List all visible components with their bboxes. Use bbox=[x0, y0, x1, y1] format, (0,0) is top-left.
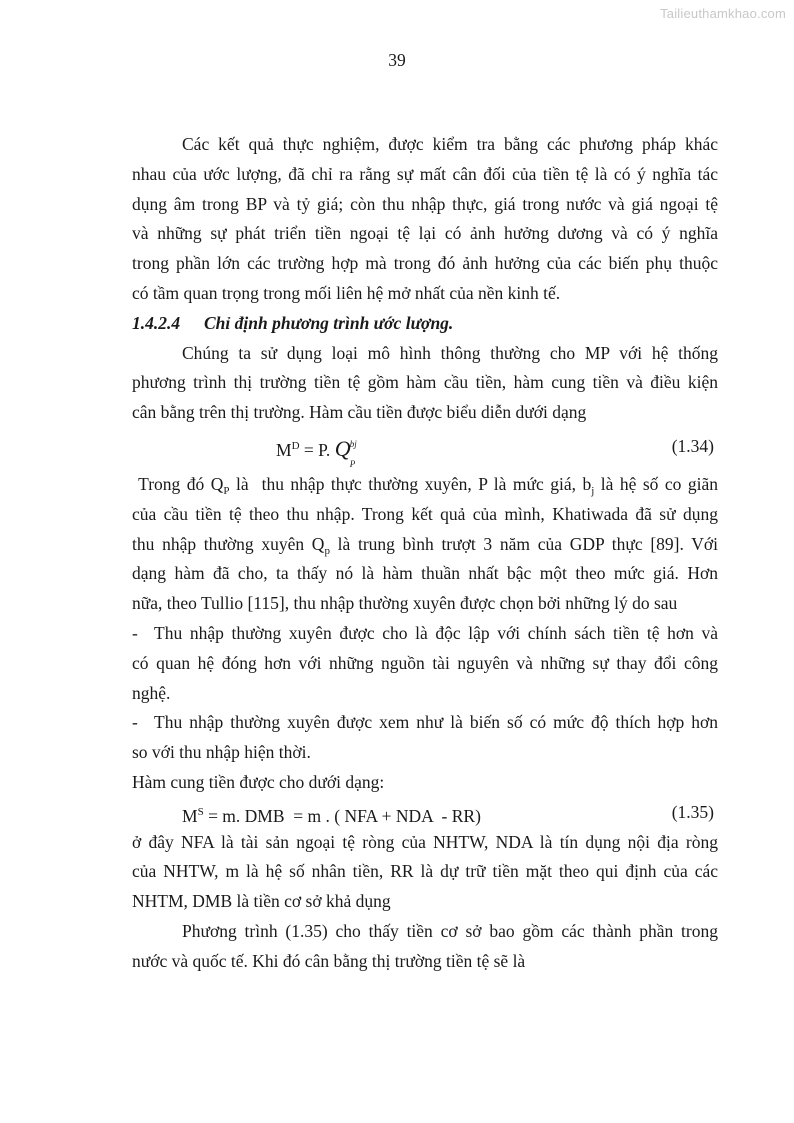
text-fragment: Thu nhập thường xuyên được xem như là biến số có mức độ thích hợp hơn bbox=[154, 712, 718, 733]
text-fragment: là hệ số co giãn bbox=[594, 473, 718, 494]
page-number: 39 bbox=[388, 50, 406, 70]
text-fragment: là thu nhập thực thường xuyên, P là mức giá, b bbox=[229, 473, 592, 494]
eq-lhs: M bbox=[276, 439, 292, 460]
text-line: và những sự phát triển tiền ngoại tệ lại có ảnh hưởng dương và có ý nghĩa bbox=[132, 223, 718, 244]
eq-q-variable bbox=[334, 435, 357, 469]
subscript: p bbox=[324, 544, 330, 557]
text-line: của cầu tiền tệ theo thu nhập. Trong kết quả của mình, Khatiwada đã sử dụng bbox=[132, 503, 718, 524]
section-title: Chỉ định phương trình ước lượng. bbox=[204, 312, 454, 333]
text-line: so với thu nhập hiện thời. bbox=[132, 742, 311, 763]
paragraph-equilibrium bbox=[132, 917, 718, 977]
text-line: phương trình thị trường tiền tệ gồm hàm cầu tiền, hàm cung tiền và điều kiện bbox=[132, 372, 718, 393]
eq-lhs: M bbox=[182, 805, 198, 826]
text-fragment: thu nhập thường xuyên Q bbox=[132, 533, 325, 554]
paragraph-model bbox=[132, 339, 718, 428]
text-line: Phương trình (1.35) cho thấy tiền cơ sở bao gồm các thành phần trong bbox=[182, 920, 718, 941]
section-number: 1.4.2.4 bbox=[132, 312, 181, 333]
paragraph-variables bbox=[132, 828, 718, 917]
text-line: có tầm quan trọng trong mối liên hệ mở nhất của nền kinh tế. bbox=[132, 282, 561, 303]
section-heading bbox=[132, 309, 718, 339]
paragraph-definitions bbox=[132, 470, 718, 619]
eq-q-sub: P bbox=[349, 458, 356, 469]
eq-lhs-sup: D bbox=[291, 439, 300, 452]
text-line: ở đây NFA là tài sản ngoại tệ ròng của NHTW, NDA là tín dụng nội địa ròng bbox=[132, 831, 718, 852]
bullet-list bbox=[132, 619, 718, 768]
equation-number: (1.35) bbox=[671, 801, 714, 822]
eq-q-sup: bj bbox=[349, 438, 357, 449]
text-line: cân bằng trên thị trường. Hàm cầu tiền được biểu diễn dưới dạng bbox=[132, 402, 587, 423]
eq-middle: = P. bbox=[299, 439, 335, 460]
subscript: P bbox=[223, 484, 230, 497]
text-line: Các kết quả thực nghiệm, được kiểm tra bằng các phương pháp khác bbox=[182, 134, 718, 154]
text-fragment: là trung bình trượt 3 năm của GDP thực [89]. Với bbox=[329, 533, 719, 554]
document-body bbox=[132, 130, 718, 977]
bullet-item bbox=[132, 619, 718, 649]
subscript: j bbox=[591, 484, 595, 497]
text-fragment: Thu nhập thường xuyên được cho là độc lập với chính sách tiền tệ hơn và bbox=[154, 622, 718, 643]
text-line: nước và quốc tế. Khi đó cân bằng thị trường tiền tệ sẽ là bbox=[132, 950, 526, 971]
text-line: dụng âm trong BP và tỷ giá; còn thu nhập thực, giá trong nước và giá ngoại tệ bbox=[132, 193, 718, 214]
dash-icon: - bbox=[132, 712, 138, 733]
equation-expression bbox=[132, 806, 481, 826]
bullet-item bbox=[132, 708, 718, 738]
text-line: NHTM, DMB là tiền cơ sở khả dụng bbox=[132, 891, 391, 912]
text-line bbox=[132, 470, 718, 500]
text-line: nhau của ước lượng, đã chỉ ra rằng sự mất cân đối của tiền tệ là có ý nghĩa tác bbox=[132, 163, 718, 184]
watermark: Tailieuthamkhao.com bbox=[660, 6, 786, 21]
paragraph-results bbox=[132, 130, 718, 309]
text-line: dạng hàm đã cho, ta thấy nó là hàm thuần nhất bậc một theo mức giá. Hơn bbox=[132, 563, 718, 584]
equation-number: (1.34) bbox=[671, 435, 714, 456]
equation-expression bbox=[276, 432, 357, 469]
eq-q: Q bbox=[334, 435, 351, 461]
text-line: nữa, theo Tullio [115], thu nhập thường xuyên được chọn bởi những lý do sau bbox=[132, 593, 678, 614]
text-line: nghệ. bbox=[132, 682, 171, 703]
equation-1-34 bbox=[132, 432, 718, 470]
eq-lhs-sup: S bbox=[197, 805, 204, 818]
dash-icon: - bbox=[132, 622, 138, 643]
text-line: của NHTW, m là hệ số nhân tiền, RR là dự trữ tiền mặt theo qui định của các bbox=[132, 861, 718, 882]
eq-rhs: = m. DMB = m . ( NFA + NDA - RR) bbox=[203, 805, 481, 826]
text-line bbox=[132, 530, 718, 560]
text-line: có quan hệ đóng hơn với những nguồn tài nguyên và những sự thay đổi công bbox=[132, 652, 718, 673]
text-line: trong phần lớn các trường hợp mà trong đó ảnh hưởng của các biến phụ thuộc bbox=[132, 253, 718, 274]
equation-1-35 bbox=[132, 798, 718, 828]
text-fragment: Trong đó Q bbox=[132, 473, 224, 494]
text-line: Chúng ta sử dụng loại mô hình thông thường cho MP với hệ thống bbox=[182, 342, 718, 363]
text-line: Hàm cung tiền được cho dưới dạng: bbox=[132, 771, 385, 792]
